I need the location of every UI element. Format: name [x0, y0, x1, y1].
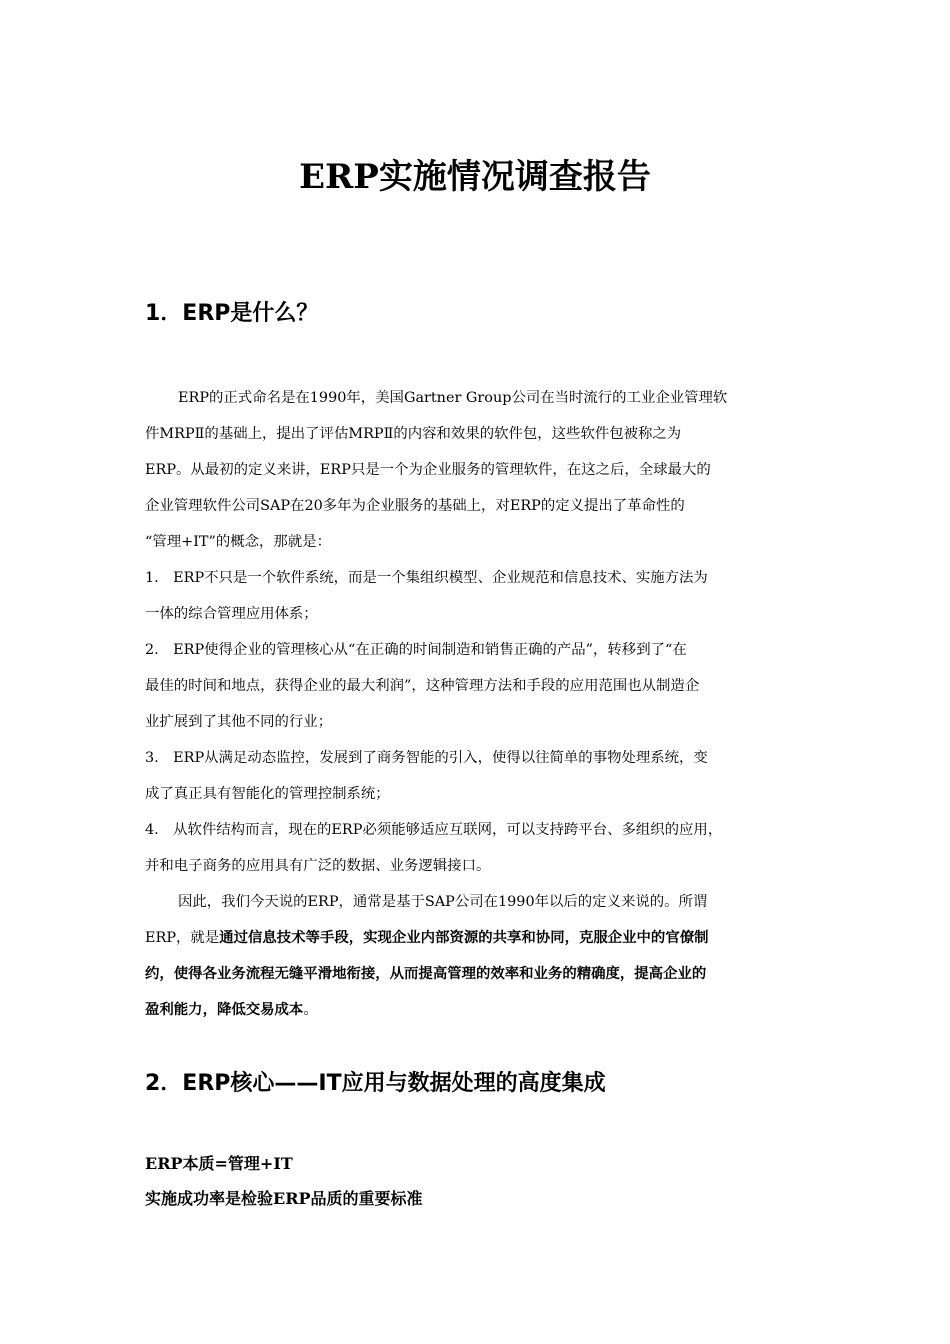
definition-line [145, 920, 815, 956]
paragraph-line: “管理+IT”的概念，那就是： [145, 534, 331, 550]
definition-bold-line: 约，使得各业务流程无缝平滑地衔接，从而提高管理的效率和业务的精确度，提高企业的 [145, 965, 707, 982]
paragraph-line: 因此，我们今天说的ERP，通常是基于SAP公司在1990年以后的定义来说的。所谓 [178, 894, 708, 910]
definition-bold-text: 通过信息技术等手段，实现企业内部资源的共享和协同，克服企业中的官僚制 [219, 929, 709, 946]
list-item-3: 3. ERP从满足动态监控，发展到了商务智能的引入，使得以往简单的事物处理系统，变 [145, 750, 708, 766]
paragraph-line: ERP的正式命名是在1990年，美国Gartner Group公司在当时流行的工业企业管理软 [178, 390, 728, 406]
section-2-subheading-2: 实施成功率是检验ERP品质的重要标准 [145, 1189, 423, 1208]
definition-line-end [145, 992, 815, 1028]
paragraph-line: 并和电子商务的应用具有广泛的数据、业务逻辑接口。 [145, 858, 491, 874]
paragraph-line: 件MRPⅡ的基础上，提出了评估MRPⅡ的内容和效果的软件包，这些软件包被称之为 [145, 426, 682, 442]
paragraph-line: 企业管理软件公司SAP在20多年为企业服务的基础上，对ERP的定义提出了革命性的 [145, 498, 685, 514]
definition-suffix: 。 [303, 1002, 318, 1018]
section-1-body [145, 380, 815, 1028]
paragraph-line: 一体的综合管理应用体系； [145, 606, 318, 622]
section-1-heading: 1．ERP是什么？ [145, 301, 319, 326]
definition-prefix: ERP，就是 [145, 930, 220, 946]
section-2-subheading-1: ERP本质=管理+IT [145, 1154, 293, 1173]
paragraph-line: 最佳的时间和地点，获得企业的最大利润”，这种管理方法和手段的应用范围也从制造企 [145, 678, 700, 694]
list-item-1: 1. ERP不只是一个软件系统，而是一个集组织模型、企业规范和信息技术、实施方法为 [145, 570, 708, 586]
paragraph-line: 业扩展到了其他不同的行业； [145, 714, 333, 730]
list-item-2: 2. ERP使得企业的管理核心从“在正确的时间制造和销售正确的产品”，转移到了“在 [145, 642, 687, 658]
definition-bold-text: 盈利能力，降低交易成本 [145, 1001, 304, 1018]
list-item-4: 4. 从软件结构而言，现在的ERP必须能够适应互联网，可以支持跨平台、多组织的应用， [145, 822, 723, 838]
section-2-heading: 2．ERP核心——IT应用与数据处理的高度集成 [145, 1071, 606, 1096]
paragraph-line: ERP。从最初的定义来讲，ERP只是一个为企业服务的管理软件，在这之后，全球最大的 [145, 462, 711, 478]
document-title: ERP实施情况调查报告 [299, 157, 651, 197]
paragraph-line: 成了真正具有智能化的管理控制系统； [145, 786, 390, 802]
